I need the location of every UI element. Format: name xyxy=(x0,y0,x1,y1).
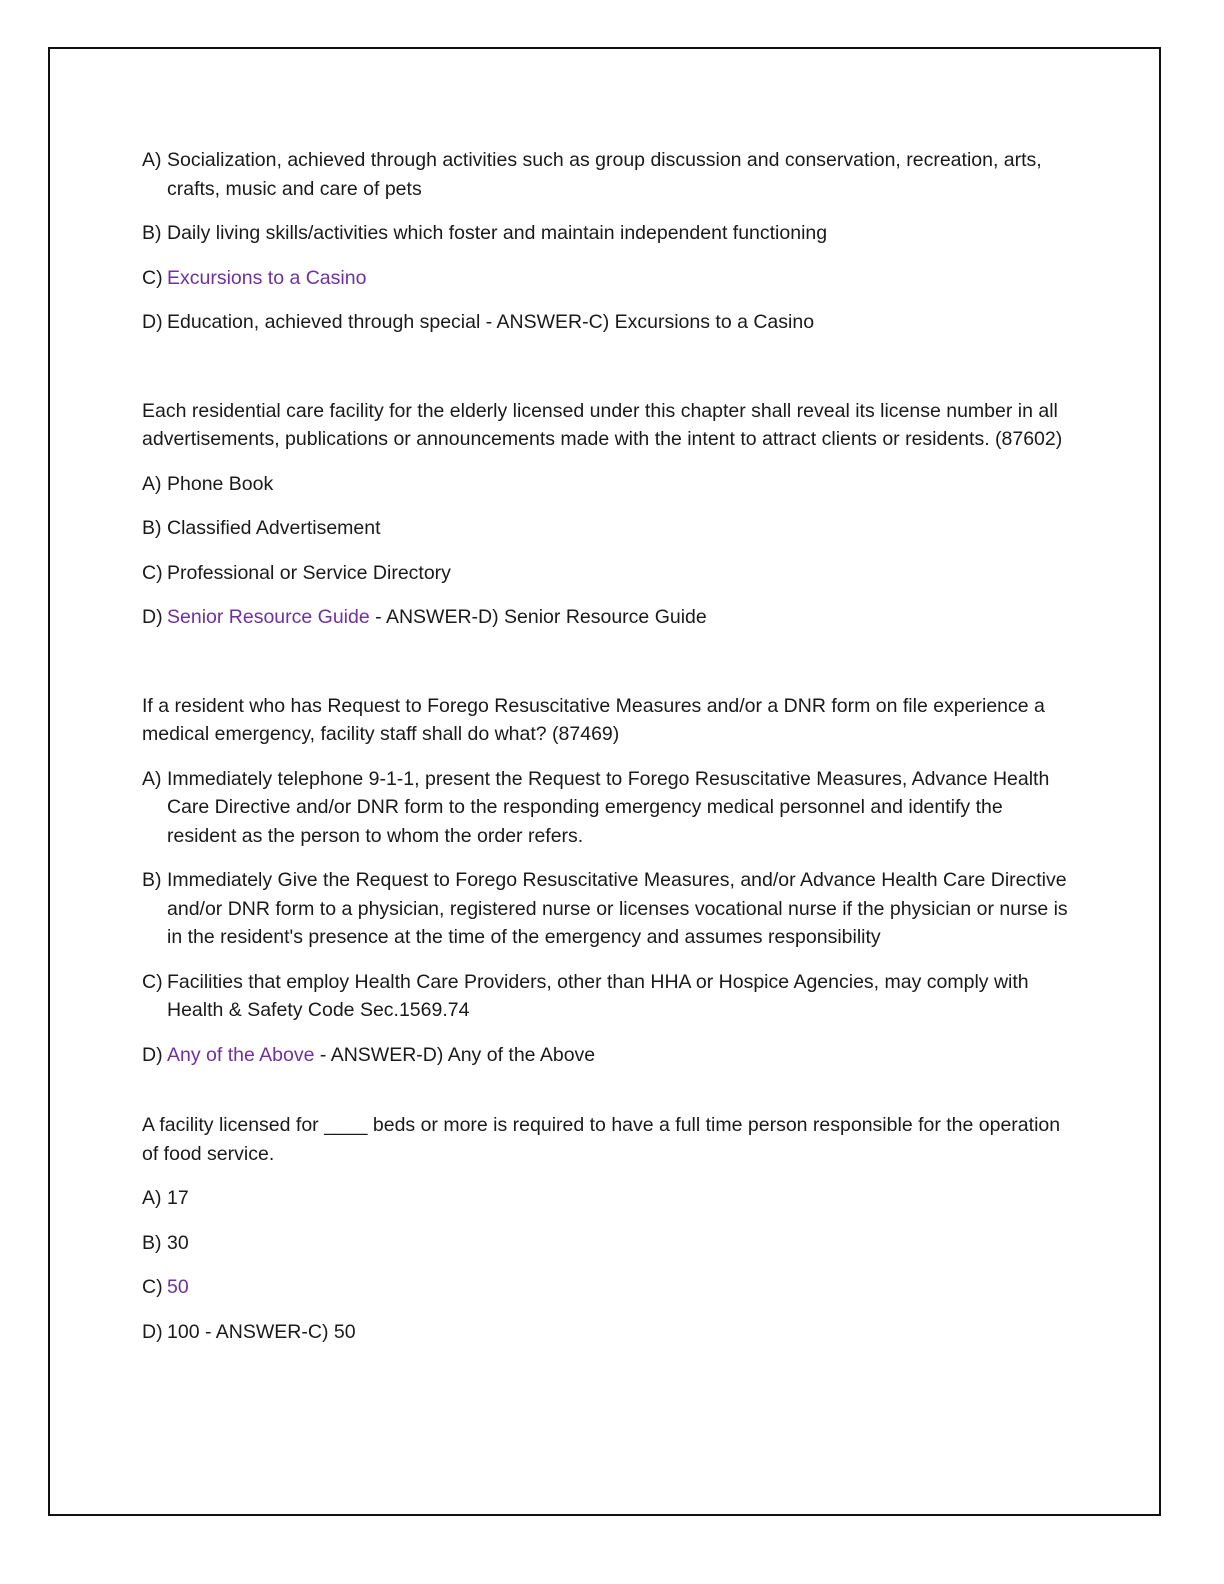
q2-option-b: B) Classified Advertisement xyxy=(142,517,381,539)
q4-option-d: D) 100 - ANSWER-C) 50 xyxy=(142,1320,356,1343)
question-3 xyxy=(142,692,1077,1070)
q4-option-a: A) 17 xyxy=(142,1187,189,1209)
highlighted-answer: 50 xyxy=(167,1276,189,1298)
q2-option-a: A) Phone Book xyxy=(142,472,274,495)
q3-option-a: A) Immediately telephone 9-1-1, present the Request to Forego Resuscitative Measures, Advance Health Care Directive and/or DNR form to the responding emergency medical personnel and identify the resident as the person to whom the order refers. xyxy=(142,767,1050,847)
q1-option-c: C) Excursions to a Casino xyxy=(142,266,367,289)
highlighted-answer: Excursions to a Casino xyxy=(167,266,367,289)
q4-option-b: B) 30 xyxy=(142,1231,189,1254)
q2-stem: Each residential care facility for the elderly licensed under this chapter shall reveal its license number in all advertisements, publications or announcements made with the intent to attract clients or residents. (87602) xyxy=(142,399,1063,450)
question-2 xyxy=(142,397,1077,632)
question-1 xyxy=(142,146,1077,337)
q3-stem: If a resident who has Request to Forego Resuscitative Measures and/or a DNR form on file experience a medical emergency, facility staff shall do what? (87469) xyxy=(142,694,1045,745)
q3-option-d: D) Any of the Above - ANSWER-D) Any of the Above xyxy=(142,1043,596,1066)
document-content xyxy=(142,146,1077,1362)
q4-option-c: C) 50 xyxy=(142,1276,189,1298)
q2-option-d: D) Senior Resource Guide - ANSWER-D) Senior Resource Guide xyxy=(142,606,707,628)
q1-option-b: B) Daily living skills/activities which foster and maintain independent functioning xyxy=(142,222,828,244)
q1-option-d: D) Education, achieved through special - ANSWER-C) Excursions to a Casino xyxy=(142,311,815,333)
q3-option-b: B) Immediately Give the Request to Forego Resuscitative Measures, and/or Advance Health Care Directive and/or DNR form to a physician, registered nurse or licenses vocational nurse if the physician or nurse is in the resident's presence at the time of the emergency and assumes responsibility xyxy=(142,869,1068,948)
q3-option-c: C) Facilities that employ Health Care Providers, other than HHA or Hospice Agencies, may comply with Health & Safety Code Sec.1569.74 xyxy=(142,970,1029,1021)
q1-option-a: A) Socialization, achieved through activities such as group discussion and conservation, recreation, arts, crafts, music and care of pets xyxy=(142,149,1042,200)
highlighted-answer: Any of the Above xyxy=(167,1043,315,1066)
highlighted-answer: Senior Resource Guide xyxy=(167,606,370,628)
q2-option-c: C) Professional or Service Directory xyxy=(142,561,451,584)
q4-stem: A facility licensed for ____ beds or more is required to have a full time person responsible for the operation of food service. xyxy=(142,1114,1061,1165)
question-4 xyxy=(142,1111,1077,1346)
